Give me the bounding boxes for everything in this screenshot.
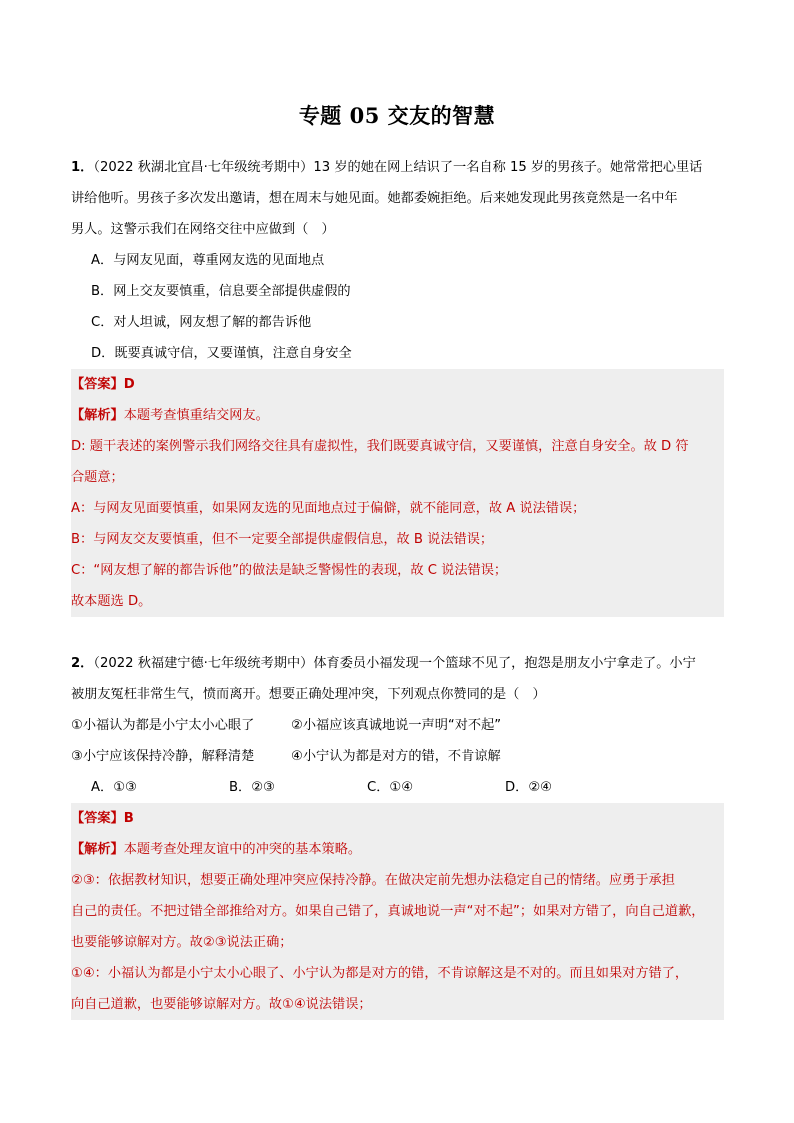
question-stem-line: 被朋友冤枉非常生气，愤而离开。想要正确处理冲突，下列观点你赞同的是（ ） — [71, 687, 546, 702]
analysis-line: 故本题选 D。 — [71, 594, 152, 609]
analysis-line: A：与网友见面要慎重，如果网友选的见面地点过于偏僻，就不能同意，故 A 说法错误； — [71, 501, 586, 516]
question-stem-line: 讲给他听。男孩子多次发出邀请，想在周末与她见面。她都委婉拒绝。后来她发现此男孩竟然是一名中年 — [71, 191, 678, 206]
option-b: B．②③ — [229, 780, 275, 795]
question-stem-line: 2．（2022 秋福建宁德·七年级统考期中）体育委员小福发现一个篮球不见了，抱怨是朋友小宁拿走了。小宁 — [71, 656, 696, 671]
answer-analysis-box — [71, 369, 724, 617]
analysis-line: B：与网友交友要慎重，但不一定要全部提供虚假信息，故 B 说法错误； — [71, 532, 494, 547]
analysis-line: 自己的责任。不把过错全部推给对方。如果自己错了，真诚地说一声“对不起”；如果对方错了，向自己道歉， — [71, 904, 705, 919]
analysis-line: 【解析】本题考查处理友谊中的冲突的基本策略。 — [71, 842, 362, 857]
statement-row: ③小宁应该保持冷静，解释清楚 ④小宁认为都是对方的错，不肯谅解 — [71, 749, 501, 764]
analysis-line: 向自己道歉，也要能够谅解对方。故①④说法错误； — [71, 997, 372, 1012]
question-stem-line: 男人。这警示我们在网络交往中应做到（ ） — [71, 222, 335, 237]
answer-analysis-box — [71, 803, 724, 1020]
analysis-line: 合题意； — [71, 470, 124, 485]
options-row — [71, 772, 724, 803]
answer-line: 【答案】D — [71, 377, 135, 392]
analysis-line: ①④：小福认为都是小宁太小心眼了、小宁认为都是对方的错，不肯谅解这是不对的。而且如果对方错了， — [71, 966, 689, 981]
analysis-line: 也要能够谅解对方。故②③说法正确； — [71, 935, 293, 950]
analysis-line: 【解析】本题考查慎重结交网友。 — [71, 408, 269, 423]
option-d: D．②④ — [505, 780, 552, 795]
answer-line: 【答案】B — [71, 811, 134, 826]
option-c: C．①④ — [367, 780, 414, 795]
option-b: B．网上交友要慎重，信息要全部提供虚假的 — [91, 284, 351, 299]
analysis-line: ②③：依据教材知识，想要正确处理冲突应保持冷静。在做决定前先想办法稳定自己的情绪。应勇于承担 — [71, 873, 675, 888]
analysis-line: C：“网友想了解的都告诉他”的做法是缺乏警惕性的表现，故 C 说法错误； — [71, 563, 508, 578]
question-stem-line: 1．（2022 秋湖北宜昌·七年级统考期中）13 岁的她在网上结识了一名自称 15 岁的男孩子。她常常把心里话 — [71, 160, 703, 175]
option-a: A．①③ — [91, 780, 137, 795]
question-1 — [71, 152, 724, 617]
analysis-line: D: 题干表述的案例警示我们网络交往具有虚拟性，我们既要真诚守信，又要谨慎，注意自身安全。故 D 符 — [71, 439, 689, 454]
question-2 — [71, 648, 724, 1020]
option-c: C．对人坦诚，网友想了解的都告诉他 — [91, 315, 312, 330]
page-title: 专题 05 交友的智慧 — [298, 103, 496, 128]
statement-row: ①小福认为都是小宁太小心眼了 ②小福应该真诚地说一声明“对不起” — [71, 718, 502, 733]
option-a: A．与网友见面，尊重网友选的见面地点 — [91, 253, 325, 268]
option-d: D．既要真诚守信，又要谨慎，注意自身安全 — [91, 346, 352, 361]
